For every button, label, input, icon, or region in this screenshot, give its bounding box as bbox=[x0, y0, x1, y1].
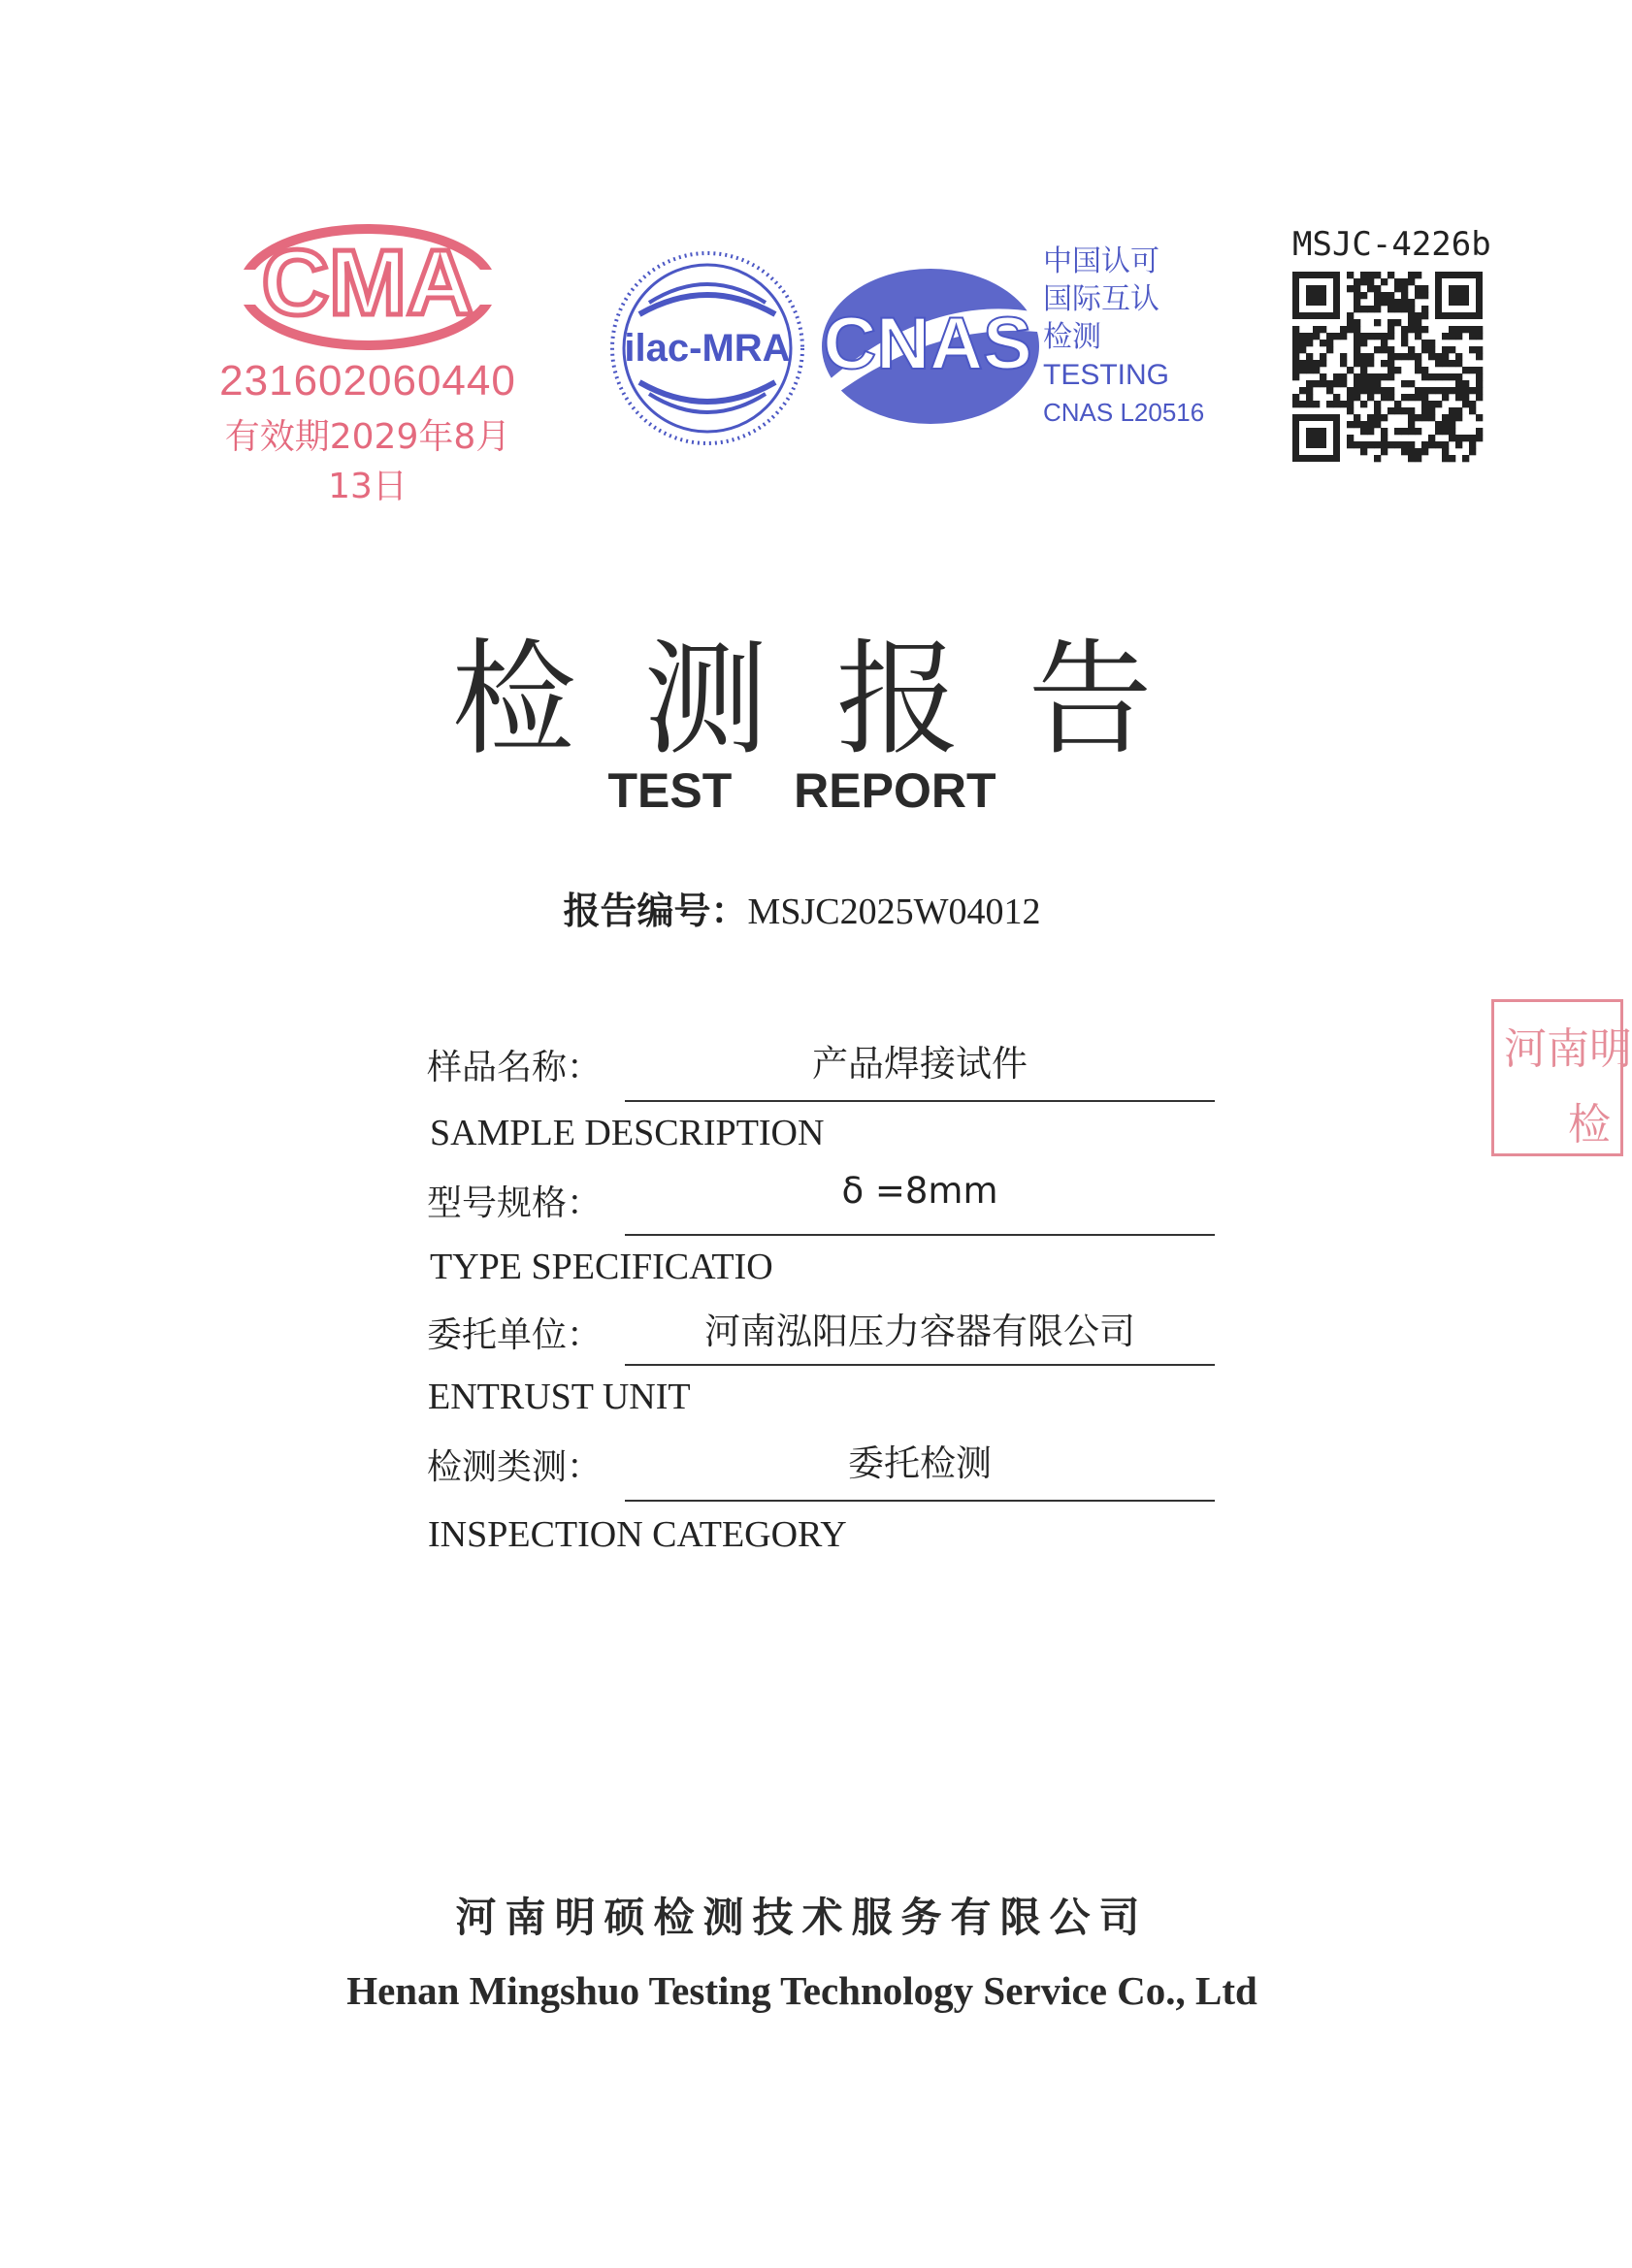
field-underline bbox=[625, 1100, 1215, 1102]
field-label-en: TYPE SPECIFICATIO bbox=[430, 1247, 773, 1287]
side-seal-text-top: 河南明 bbox=[1504, 1024, 1632, 1074]
cma-logo-icon bbox=[237, 219, 499, 355]
company-name-en: Henan Mingshuo Testing Technology Service Co., Ltd bbox=[346, 1968, 1257, 2013]
field-underline bbox=[625, 1500, 1215, 1502]
side-seal-stamp bbox=[1491, 999, 1632, 1156]
cnas-line: 中国认可 bbox=[1043, 245, 1159, 277]
report-number-value: MSJC2025W04012 bbox=[747, 891, 1041, 932]
ilac-globe-icon bbox=[605, 246, 809, 450]
report-number bbox=[0, 881, 1604, 934]
field-label-cn: 检测类测： bbox=[427, 1447, 603, 1487]
side-seal-text-bottom: 检 bbox=[1568, 1100, 1611, 1150]
ilac-mra-logo bbox=[605, 246, 809, 450]
field-label-cn: 委托单位： bbox=[427, 1315, 603, 1355]
cnas-logo bbox=[809, 254, 1052, 438]
cnas-line: 检测 bbox=[1043, 321, 1101, 353]
report-number-label: 报告编号： bbox=[563, 890, 748, 932]
cnas-line: 国际互认 bbox=[1043, 283, 1159, 315]
cma-validity: 有效期2029年8月13日 bbox=[224, 417, 511, 506]
cnas-text: CNAS bbox=[823, 303, 1032, 385]
field-value: 委托检测 bbox=[848, 1442, 992, 1484]
field-label-en: ENTRUST UNIT bbox=[428, 1377, 691, 1417]
page-subtitle: TEST REPORT bbox=[607, 763, 996, 818]
company-name-cn: 河南明硕检测技术服务有限公司 bbox=[455, 1894, 1149, 1941]
cma-code: 231602060440 bbox=[219, 357, 516, 405]
field-underline bbox=[625, 1364, 1215, 1366]
cnas-line: TESTING bbox=[1043, 359, 1170, 391]
svg-text:CMA: CMA bbox=[261, 231, 474, 335]
qr-code-label: MSJC-4226b bbox=[1292, 225, 1491, 264]
cnas-line: CNAS L20516 bbox=[1043, 398, 1205, 427]
ilac-text: ilac-MRA bbox=[624, 327, 791, 370]
field-label-cn: 型号规格： bbox=[427, 1183, 603, 1223]
cnas-text-block bbox=[1043, 243, 1205, 432]
qr-code-icon bbox=[1292, 272, 1483, 462]
field-value: δ =8mm bbox=[841, 1170, 998, 1212]
field-value: 河南泓阳压力容器有限公司 bbox=[704, 1311, 1135, 1352]
cnas-swoosh-icon bbox=[809, 254, 1052, 438]
field-label-en: SAMPLE DESCRIPTION bbox=[430, 1113, 825, 1153]
page-title: 检测报告 bbox=[451, 628, 1221, 772]
field-label-cn: 样品名称： bbox=[427, 1048, 603, 1087]
field-label-en: INSPECTION CATEGORY bbox=[428, 1514, 847, 1555]
field-value: 产品焊接试件 bbox=[812, 1043, 1028, 1085]
field-underline bbox=[625, 1234, 1215, 1236]
cma-stamp bbox=[208, 219, 528, 506]
